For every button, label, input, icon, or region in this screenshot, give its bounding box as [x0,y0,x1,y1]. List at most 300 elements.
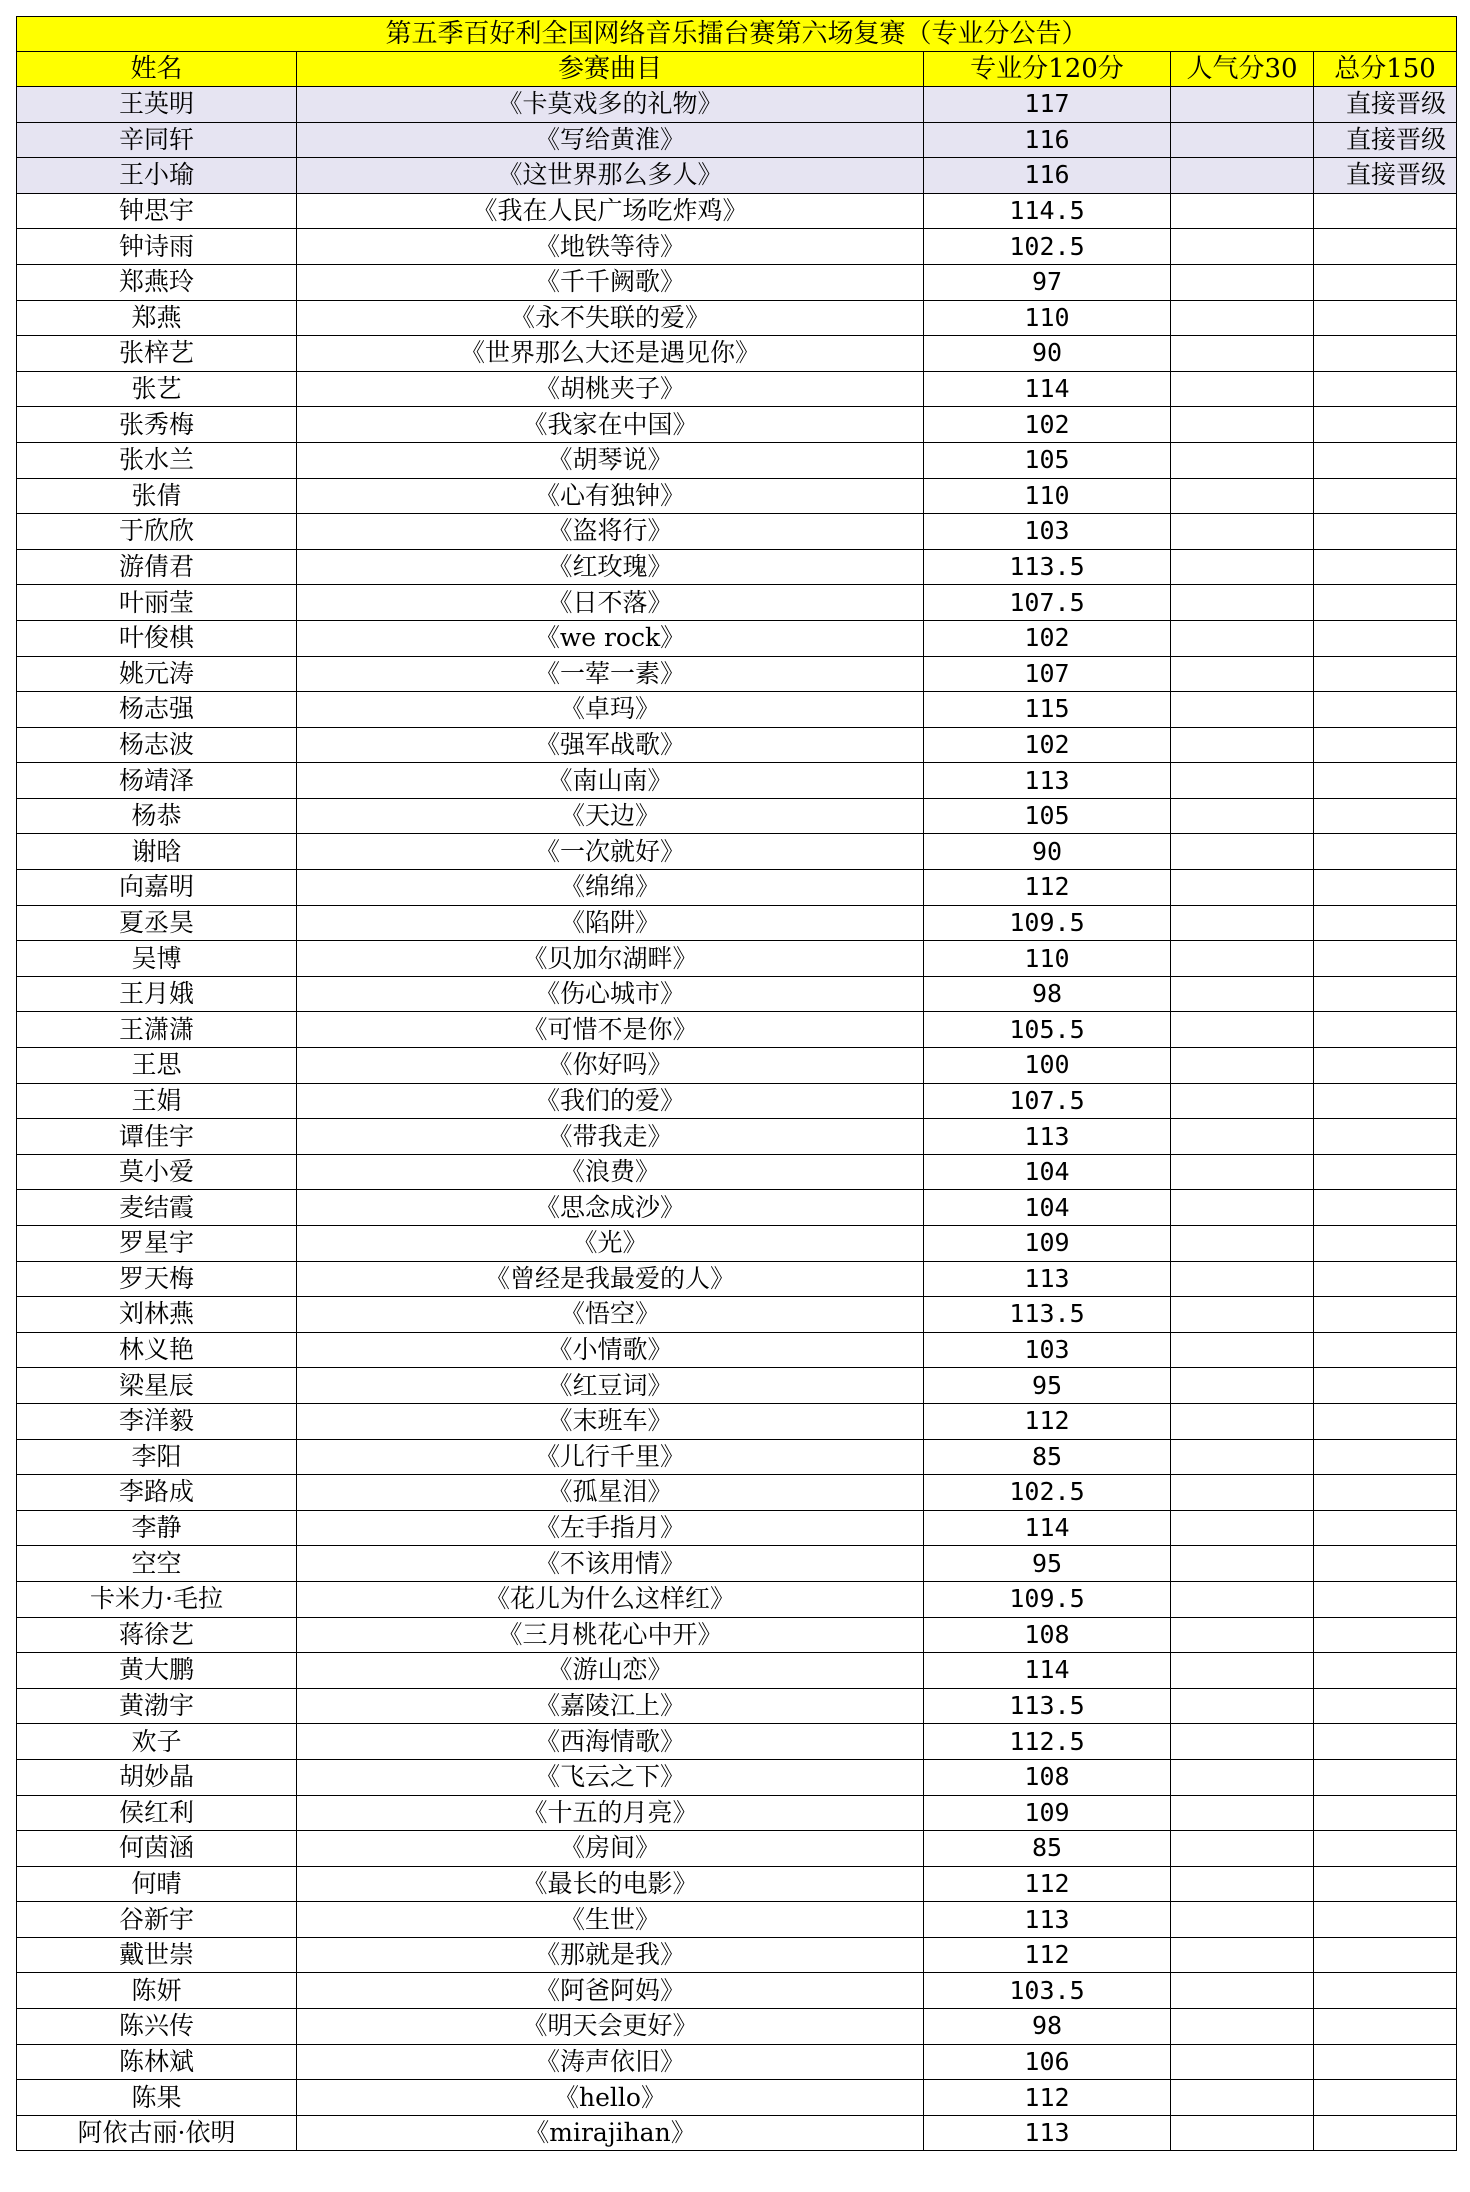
total-score-cell [1314,1902,1457,1938]
table-row [17,2044,1457,2080]
table-row [17,1759,1457,1795]
song-title-cell: 《左手指月》 [297,1510,924,1546]
song-title-cell: 《那就是我》 [297,1937,924,1973]
song-title-cell: 《胡桃夹子》 [297,371,924,407]
total-score-cell [1314,193,1457,229]
contestant-name-cell: 蒋徐艺 [17,1617,297,1653]
contestant-name-cell: 侯红利 [17,1795,297,1831]
contestant-name-cell: 张艺 [17,371,297,407]
song-title-cell: 《盗将行》 [297,514,924,550]
popularity-score-cell [1171,1866,1314,1902]
header-popularity: 人气分30 [1171,52,1314,87]
pro-score-cell: 108 [924,1759,1171,1795]
song-title-cell: 《千千阙歌》 [297,264,924,300]
contestant-name-cell: 姚元涛 [17,656,297,692]
total-score-cell [1314,549,1457,585]
total-score-cell [1314,1688,1457,1724]
total-score-cell [1314,2080,1457,2116]
pro-score-cell: 110 [924,478,1171,514]
table-row [17,1083,1457,1119]
contestant-name-cell: 麦结霞 [17,1190,297,1226]
contestant-name-cell: 卡米力·毛拉 [17,1581,297,1617]
table-row [17,1048,1457,1084]
popularity-score-cell [1171,834,1314,870]
song-title-cell: 《地铁等待》 [297,229,924,265]
contestant-name-cell: 陈林斌 [17,2044,297,2080]
pro-score-cell: 98 [924,2009,1171,2045]
song-title-cell: 《南山南》 [297,763,924,799]
popularity-score-cell [1171,585,1314,621]
song-title-cell: 《强军战歌》 [297,727,924,763]
table-row [17,1297,1457,1333]
contestant-name-cell: 陈果 [17,2080,297,2116]
popularity-score-cell [1171,1546,1314,1582]
contestant-name-cell: 陈兴传 [17,2009,297,2045]
pro-score-cell: 113 [924,1902,1171,1938]
total-score-cell [1314,442,1457,478]
popularity-score-cell [1171,1973,1314,2009]
popularity-score-cell [1171,1297,1314,1333]
pro-score-cell: 103 [924,514,1171,550]
popularity-score-cell [1171,1475,1314,1511]
pro-score-cell: 105 [924,798,1171,834]
popularity-score-cell [1171,336,1314,372]
song-title-cell: 《浪费》 [297,1154,924,1190]
total-score-cell [1314,1012,1457,1048]
popularity-score-cell [1171,264,1314,300]
table-row [17,1154,1457,1190]
song-title-cell: 《胡琴说》 [297,442,924,478]
song-title-cell: 《贝加尔湖畔》 [297,941,924,977]
total-score-cell [1314,1226,1457,1262]
total-score-cell [1314,371,1457,407]
song-title-cell: 《我在人民广场吃炸鸡》 [297,193,924,229]
pro-score-cell: 109.5 [924,1581,1171,1617]
popularity-score-cell [1171,1439,1314,1475]
song-title-cell: 《日不落》 [297,585,924,621]
contestant-name-cell: 张倩 [17,478,297,514]
contestant-name-cell: 罗星宇 [17,1226,297,1262]
pro-score-cell: 107.5 [924,585,1171,621]
table-row [17,1475,1457,1511]
table-row [17,1724,1457,1760]
table-body [17,87,1457,2151]
popularity-score-cell [1171,1012,1314,1048]
total-score-cell [1314,1297,1457,1333]
pro-score-cell: 113 [924,2115,1171,2151]
popularity-score-cell [1171,2044,1314,2080]
table-row [17,549,1457,585]
popularity-score-cell [1171,193,1314,229]
contestant-name-cell: 王潇潇 [17,1012,297,1048]
total-score-cell [1314,336,1457,372]
song-title-cell: 《末班车》 [297,1403,924,1439]
table-row [17,229,1457,265]
contestant-name-cell: 杨志强 [17,692,297,728]
table-row [17,122,1457,158]
song-title-cell: 《小情歌》 [297,1332,924,1368]
pro-score-cell: 110 [924,300,1171,336]
pro-score-cell: 114.5 [924,193,1171,229]
header-name: 姓名 [17,52,297,87]
contestant-name-cell: 吴博 [17,941,297,977]
table-row [17,87,1457,123]
song-title-cell: 《生世》 [297,1902,924,1938]
pro-score-cell: 113.5 [924,1688,1171,1724]
total-score-cell [1314,1759,1457,1795]
contestant-name-cell: 李静 [17,1510,297,1546]
song-title-cell: 《卓玛》 [297,692,924,728]
contestant-name-cell: 王思 [17,1048,297,1084]
popularity-score-cell [1171,300,1314,336]
song-title-cell: 《思念成沙》 [297,1190,924,1226]
table-row [17,2080,1457,2116]
total-score-cell [1314,1724,1457,1760]
table-row [17,727,1457,763]
pro-score-cell: 103.5 [924,1973,1171,2009]
popularity-score-cell [1171,87,1314,123]
contestant-name-cell: 刘林燕 [17,1297,297,1333]
popularity-score-cell [1171,1759,1314,1795]
total-score-cell [1314,514,1457,550]
song-title-cell: 《we rock》 [297,620,924,656]
pro-score-cell: 113 [924,763,1171,799]
contestant-name-cell: 陈妍 [17,1973,297,2009]
song-title-cell: 《儿行千里》 [297,1439,924,1475]
song-title-cell: 《伤心城市》 [297,976,924,1012]
table-row [17,1012,1457,1048]
pro-score-cell: 110 [924,941,1171,977]
song-title-cell: 《你好吗》 [297,1048,924,1084]
popularity-score-cell [1171,407,1314,443]
pro-score-cell: 112 [924,870,1171,906]
table-row [17,1937,1457,1973]
popularity-score-cell [1171,514,1314,550]
pro-score-cell: 112.5 [924,1724,1171,1760]
song-title-cell: 《天边》 [297,798,924,834]
contestant-name-cell: 罗天梅 [17,1261,297,1297]
total-score-cell [1314,941,1457,977]
contestant-name-cell: 李阳 [17,1439,297,1475]
popularity-score-cell [1171,549,1314,585]
song-title-cell: 《悟空》 [297,1297,924,1333]
total-score-cell [1314,1937,1457,1973]
table-row [17,1795,1457,1831]
total-score-cell [1314,2044,1457,2080]
total-score-cell [1314,905,1457,941]
total-score-cell [1314,1119,1457,1155]
pro-score-cell: 90 [924,336,1171,372]
popularity-score-cell [1171,371,1314,407]
popularity-score-cell [1171,1332,1314,1368]
contestant-name-cell: 黄渤宇 [17,1688,297,1724]
popularity-score-cell [1171,1368,1314,1404]
total-score-cell [1314,1403,1457,1439]
contestant-name-cell: 阿依古丽·依明 [17,2115,297,2151]
table-row [17,407,1457,443]
total-score-cell [1314,620,1457,656]
total-score-cell [1314,1083,1457,1119]
pro-score-cell: 113.5 [924,1297,1171,1333]
song-title-cell: 《永不失联的爱》 [297,300,924,336]
contestant-name-cell: 李路成 [17,1475,297,1511]
table-row [17,1866,1457,1902]
pro-score-cell: 113.5 [924,549,1171,585]
pro-score-cell: 104 [924,1154,1171,1190]
popularity-score-cell [1171,1083,1314,1119]
contestant-name-cell: 夏丞昊 [17,905,297,941]
pro-score-cell: 102.5 [924,1475,1171,1511]
total-score-cell [1314,1831,1457,1867]
song-title-cell: 《光》 [297,1226,924,1262]
pro-score-cell: 90 [924,834,1171,870]
popularity-score-cell [1171,798,1314,834]
table-row [17,656,1457,692]
contestant-name-cell: 游倩君 [17,549,297,585]
table-row [17,514,1457,550]
pro-score-cell: 116 [924,158,1171,194]
header-total: 总分150 [1314,52,1457,87]
contestant-name-cell: 郑燕 [17,300,297,336]
contestant-name-cell: 叶丽莹 [17,585,297,621]
total-score-cell [1314,1973,1457,2009]
total-score-cell [1314,1795,1457,1831]
total-score-cell [1314,834,1457,870]
pro-score-cell: 109 [924,1226,1171,1262]
song-title-cell: 《房间》 [297,1831,924,1867]
header-song: 参赛曲目 [297,52,924,87]
pro-score-cell: 112 [924,1403,1171,1439]
song-title-cell: 《一次就好》 [297,834,924,870]
pro-score-cell: 85 [924,1439,1171,1475]
popularity-score-cell [1171,2009,1314,2045]
pro-score-cell: 97 [924,264,1171,300]
pro-score-cell: 102.5 [924,229,1171,265]
total-score-cell [1314,1190,1457,1226]
contestant-name-cell: 钟思宇 [17,193,297,229]
pro-score-cell: 113 [924,1261,1171,1297]
song-title-cell: 《红豆词》 [297,1368,924,1404]
pro-score-cell: 102 [924,407,1171,443]
table-row [17,692,1457,728]
pro-score-cell: 112 [924,1866,1171,1902]
pro-score-cell: 85 [924,1831,1171,1867]
table-row [17,620,1457,656]
pro-score-cell: 102 [924,727,1171,763]
table-row [17,193,1457,229]
popularity-score-cell [1171,1510,1314,1546]
song-title-cell: 《hello》 [297,2080,924,2116]
table-row [17,1119,1457,1155]
score-announcement-table [16,16,1457,2151]
contestant-name-cell: 欢子 [17,1724,297,1760]
song-title-cell: 《十五的月亮》 [297,1795,924,1831]
song-title-cell: 《阿爸阿妈》 [297,1973,924,2009]
popularity-score-cell [1171,1617,1314,1653]
table-row [17,941,1457,977]
pro-score-cell: 102 [924,620,1171,656]
contestant-name-cell: 李洋毅 [17,1403,297,1439]
pro-score-cell: 106 [924,2044,1171,2080]
popularity-score-cell [1171,229,1314,265]
table-row [17,2009,1457,2045]
total-score-cell [1314,870,1457,906]
total-score-cell: 直接晋级 [1314,122,1457,158]
popularity-score-cell [1171,1688,1314,1724]
popularity-score-cell [1171,763,1314,799]
total-score-cell: 直接晋级 [1314,87,1457,123]
pro-score-cell: 107 [924,656,1171,692]
sheet-title: 第五季百好利全国网络音乐擂台赛第六场复赛（专业分公告） [17,17,1457,52]
pro-score-cell: 113 [924,1119,1171,1155]
popularity-score-cell [1171,1653,1314,1689]
popularity-score-cell [1171,1154,1314,1190]
pro-score-cell: 115 [924,692,1171,728]
table-row [17,976,1457,1012]
pro-score-cell: 105.5 [924,1012,1171,1048]
table-row [17,585,1457,621]
table-row [17,905,1457,941]
table-row [17,1653,1457,1689]
total-score-cell [1314,478,1457,514]
song-title-cell: 《mirajihan》 [297,2115,924,2151]
total-score-cell [1314,798,1457,834]
contestant-name-cell: 林义艳 [17,1332,297,1368]
total-score-cell [1314,763,1457,799]
total-score-cell [1314,1866,1457,1902]
pro-score-cell: 104 [924,1190,1171,1226]
pro-score-cell: 112 [924,1937,1171,1973]
popularity-score-cell [1171,1226,1314,1262]
table-row [17,1688,1457,1724]
popularity-score-cell [1171,1261,1314,1297]
table-row [17,1581,1457,1617]
pro-score-cell: 117 [924,87,1171,123]
popularity-score-cell [1171,976,1314,1012]
table-row [17,1439,1457,1475]
popularity-score-cell [1171,1119,1314,1155]
total-score-cell [1314,727,1457,763]
contestant-name-cell: 梁星辰 [17,1368,297,1404]
popularity-score-cell [1171,1831,1314,1867]
table-row [17,1510,1457,1546]
song-title-cell: 《带我走》 [297,1119,924,1155]
table-row [17,1332,1457,1368]
contestant-name-cell: 胡妙晶 [17,1759,297,1795]
popularity-score-cell [1171,1581,1314,1617]
table-row [17,371,1457,407]
table-row [17,478,1457,514]
contestant-name-cell: 辛同轩 [17,122,297,158]
table-row [17,264,1457,300]
contestant-name-cell: 黄大鹏 [17,1653,297,1689]
popularity-score-cell [1171,2080,1314,2116]
contestant-name-cell: 叶俊棋 [17,620,297,656]
popularity-score-cell [1171,870,1314,906]
pro-score-cell: 112 [924,2080,1171,2116]
table-row [17,1226,1457,1262]
popularity-score-cell [1171,905,1314,941]
table-row [17,336,1457,372]
song-title-cell: 《曾经是我最爱的人》 [297,1261,924,1297]
contestant-name-cell: 张水兰 [17,442,297,478]
contestant-name-cell: 王娟 [17,1083,297,1119]
song-title-cell: 《涛声依旧》 [297,2044,924,2080]
pro-score-cell: 100 [924,1048,1171,1084]
total-score-cell [1314,229,1457,265]
song-title-cell: 《我们的爱》 [297,1083,924,1119]
total-score-cell [1314,407,1457,443]
song-title-cell: 《最长的电影》 [297,1866,924,1902]
contestant-name-cell: 张秀梅 [17,407,297,443]
popularity-score-cell [1171,2115,1314,2151]
song-title-cell: 《孤星泪》 [297,1475,924,1511]
song-title-cell: 《可惜不是你》 [297,1012,924,1048]
table-row [17,158,1457,194]
total-score-cell [1314,976,1457,1012]
contestant-name-cell: 戴世崇 [17,1937,297,1973]
popularity-score-cell [1171,1403,1314,1439]
pro-score-cell: 109.5 [924,905,1171,941]
popularity-score-cell [1171,941,1314,977]
table-row [17,442,1457,478]
popularity-score-cell [1171,692,1314,728]
contestant-name-cell: 钟诗雨 [17,229,297,265]
total-score-cell [1314,1475,1457,1511]
pro-score-cell: 114 [924,371,1171,407]
popularity-score-cell [1171,1190,1314,1226]
total-score-cell [1314,2009,1457,2045]
table-row [17,1368,1457,1404]
table-row [17,300,1457,336]
total-score-cell [1314,656,1457,692]
table-row [17,2115,1457,2151]
song-title-cell: 《心有独钟》 [297,478,924,514]
song-title-cell: 《西海情歌》 [297,1724,924,1760]
song-title-cell: 《不该用情》 [297,1546,924,1582]
pro-score-cell: 103 [924,1332,1171,1368]
popularity-score-cell [1171,1902,1314,1938]
total-score-cell [1314,1510,1457,1546]
contestant-name-cell: 杨靖泽 [17,763,297,799]
song-title-cell: 《绵绵》 [297,870,924,906]
pro-score-cell: 95 [924,1546,1171,1582]
pro-score-cell: 107.5 [924,1083,1171,1119]
popularity-score-cell [1171,1937,1314,1973]
total-score-cell [1314,1154,1457,1190]
total-score-cell [1314,585,1457,621]
pro-score-cell: 98 [924,976,1171,1012]
popularity-score-cell [1171,727,1314,763]
popularity-score-cell [1171,478,1314,514]
total-score-cell [1314,1048,1457,1084]
song-title-cell: 《飞云之下》 [297,1759,924,1795]
total-score-cell [1314,1617,1457,1653]
total-score-cell [1314,1332,1457,1368]
popularity-score-cell [1171,442,1314,478]
contestant-name-cell: 何晴 [17,1866,297,1902]
contestant-name-cell: 谭佳宇 [17,1119,297,1155]
total-score-cell [1314,1546,1457,1582]
pro-score-cell: 108 [924,1617,1171,1653]
header-pro-score: 专业分120分 [924,52,1171,87]
popularity-score-cell [1171,1048,1314,1084]
song-title-cell: 《陷阱》 [297,905,924,941]
popularity-score-cell [1171,620,1314,656]
song-title-cell: 《明天会更好》 [297,2009,924,2045]
header-row [17,52,1457,87]
song-title-cell: 《花儿为什么这样红》 [297,1581,924,1617]
